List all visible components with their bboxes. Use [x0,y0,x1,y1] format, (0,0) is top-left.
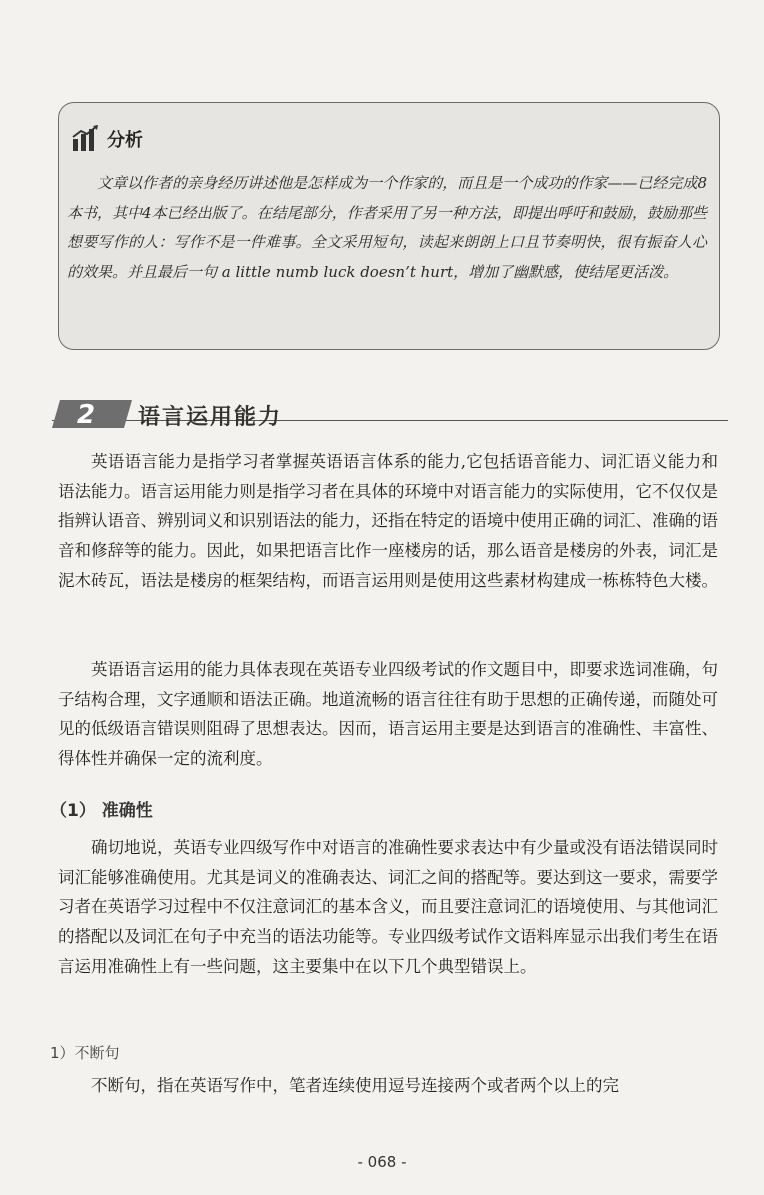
section-number-badge [52,396,132,430]
section-number: 2 [76,400,96,430]
paragraph-language-ability: 英语语言能力是指学习者掌握英语语言体系的能力,它包括语音能力、词汇语义能力和语法能力。语言运用能力则是指学习者在具体的环境中对语言能力的实际使用，它不仅仅是指辨认语音、辨别词义和识别语法的能力，还指在特定的语境中使用正确的词汇、准确的语音和修辞等的能力。因此，如果把语言比作一座楼房的话，那么语音是楼房的外表，词汇是泥木砖瓦，语法是楼房的框架结构，而语言运用则是使用这些素材构建成一栋栋特色大楼。 [58,452,718,590]
page-number: - 068 - [357,1153,407,1171]
paragraph-run-on: 不断句，指在英语写作中，笔者连续使用逗号连接两个或者两个以上的完 [91,1076,619,1095]
analysis-header [71,125,143,153]
subheading-accuracy: （1） 准确性 [50,801,153,821]
section-title: 语言运用能力 [138,405,283,430]
section-heading [52,394,728,434]
analysis-text: 文章以作者的亲身经历讲述他是怎样成为一个作家的，而且是一个成功的作家——已经完成8本书，其中4本已经出版了。在结尾部分，作者采用了另一种方法，即提出呼吁和鼓励，鼓励那些想要写作的人：写作不是一件难事。全文采用短句，读起来朗朗上口且节奏明快，很有振奋人心的效果。并且最后一句 a little numb luck doesn’t hurt，增加了幽默感，使结尾更活泼。 [67,174,707,281]
bar-chart-icon [71,125,101,153]
analysis-box [58,102,720,350]
paragraph-language-use: 英语语言运用的能力具体表现在英语专业四级考试的作文题目中，即要求选词准确，句子结构合理，文字通顺和语法正确。地道流畅的语言往往有助于思想的正确传递，而随处可见的低级语言错误则阻碍了思想表达。因而，语言运用主要是达到语言的准确性、丰富性、得体性并确保一定的流利度。 [58,660,718,769]
analysis-title: 分析 [107,130,143,151]
subheading-run-on: 1）不断句 [50,1044,120,1062]
paragraph-accuracy: 确切地说，英语专业四级写作中对语言的准确性要求表达中有少量或没有语法错误同时词汇能够准确使用。尤其是词义的准确表达、词汇之间的搭配等。要达到这一要求，需要学习者在英语学习过程中不仅注意词汇的基本含义，而且要注意词汇的语境使用、与其他词汇的搭配以及词汇在句子中充当的语法功能等。专业四级考试作文语料库显示出我们考生在语言运用准确性上有一些问题，这主要集中在以下几个典型错误上。 [58,838,718,976]
